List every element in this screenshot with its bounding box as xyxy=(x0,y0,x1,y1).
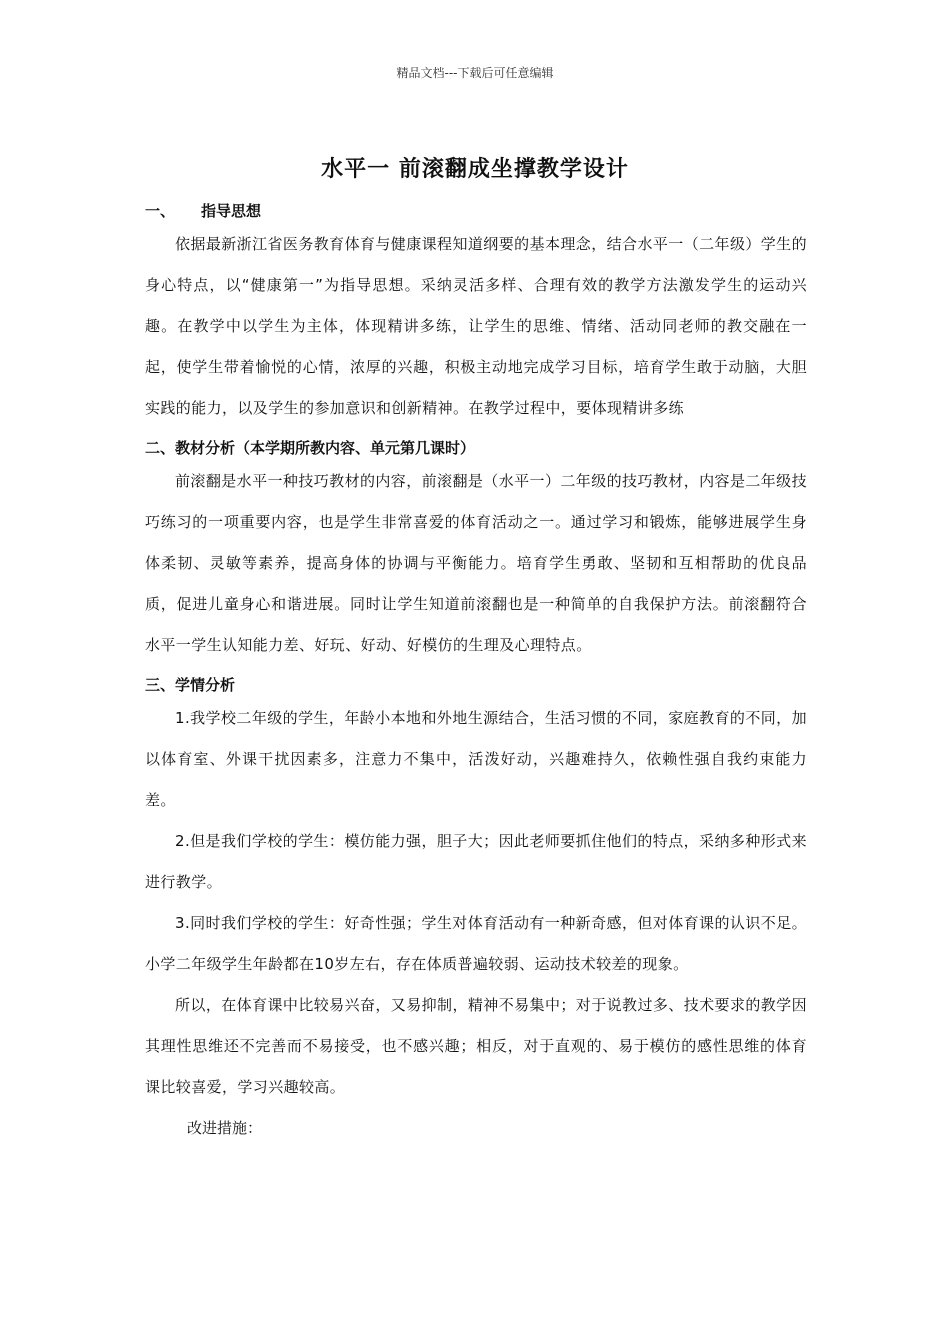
section-1-heading xyxy=(145,198,807,224)
improvement-measures-label: 改进措施： xyxy=(187,1119,263,1137)
section-3-heading: 三、学情分析 xyxy=(145,676,236,694)
section-1-title: 指导思想 xyxy=(201,202,262,220)
section-3-paragraph-4: 所以，在体育课中比较易兴奋，又易抑制，精神不易集中；对于说教过多、技术要求的教学因其理性思维还不完善而不易接受，也不感兴趣；相反，对于直观的、易于模仿的感性思维的体育课比较喜爱，学习兴趣较高。 xyxy=(145,996,807,1096)
page-header: 精品文档---下载后可任意编辑 xyxy=(396,66,554,80)
document-title: 水平一 前滚翻成坐撑教学设计 xyxy=(321,157,629,182)
section-3-paragraph-3: 3.同时我们学校的学生：好奇性强；学生对体育活动有一种新奇感，但对体育课的认识不足。小学二年级学生年龄都在10岁左右，存在体质普遍较弱、运动技术较差的现象。 xyxy=(145,914,807,973)
section-3-paragraph-2: 2.但是我们学校的学生：模仿能力强，胆子大；因此老师要抓住他们的特点，采纳多种形式来进行教学。 xyxy=(145,832,807,891)
section-1-paragraph: 依据最新浙江省医务教育体育与健康课程知道纲要的基本理念，结合水平一（二年级）学生的身心特点，以“健康第一”为指导思想。采纳灵活多样、合理有效的教学方法激发学生的运动兴趣。在教学中以学生为主体，体现精讲多练，让学生的思维、情绪、活动同老师的教交融在一起，使学生带着愉悦的心情，浓厚的兴趣，积极主动地完成学习目标，培育学生敢于动脑，大胆实践的能力，以及学生的参加意识和创新精神。在教学过程中，要体现精讲多练 xyxy=(145,235,807,417)
section-2-paragraph: 前滚翻是水平一种技巧教材的内容，前滚翻是（水平一）二年级的技巧教材，内容是二年级技巧练习的一项重要内容，也是学生非常喜爱的体育活动之一。通过学习和锻炼，能够进展学生身体柔韧、灵敏等素养，提高身体的协调与平衡能力。培育学生勇敢、坚韧和互相帮助的优良品质，促进儿童身心和谐进展。同时让学生知道前滚翻也是一种简单的自我保护方法。前滚翻符合水平一学生认知能力差、好玩、好动、好模仿的生理及心理特点。 xyxy=(145,472,807,654)
document-body xyxy=(145,198,807,1149)
section-1-number: 一、 xyxy=(145,202,176,220)
section-3-paragraph-1: 1.我学校二年级的学生，年龄小本地和外地生源结合，生活习惯的不同，家庭教育的不同，加以体育室、外课干扰因素多，注意力不集中，活泼好动，兴趣难持久，依赖性强自我约束能力差。 xyxy=(145,709,807,809)
section-2-heading: 二、教材分析（本学期所教内容、单元第几课时） xyxy=(145,439,476,457)
